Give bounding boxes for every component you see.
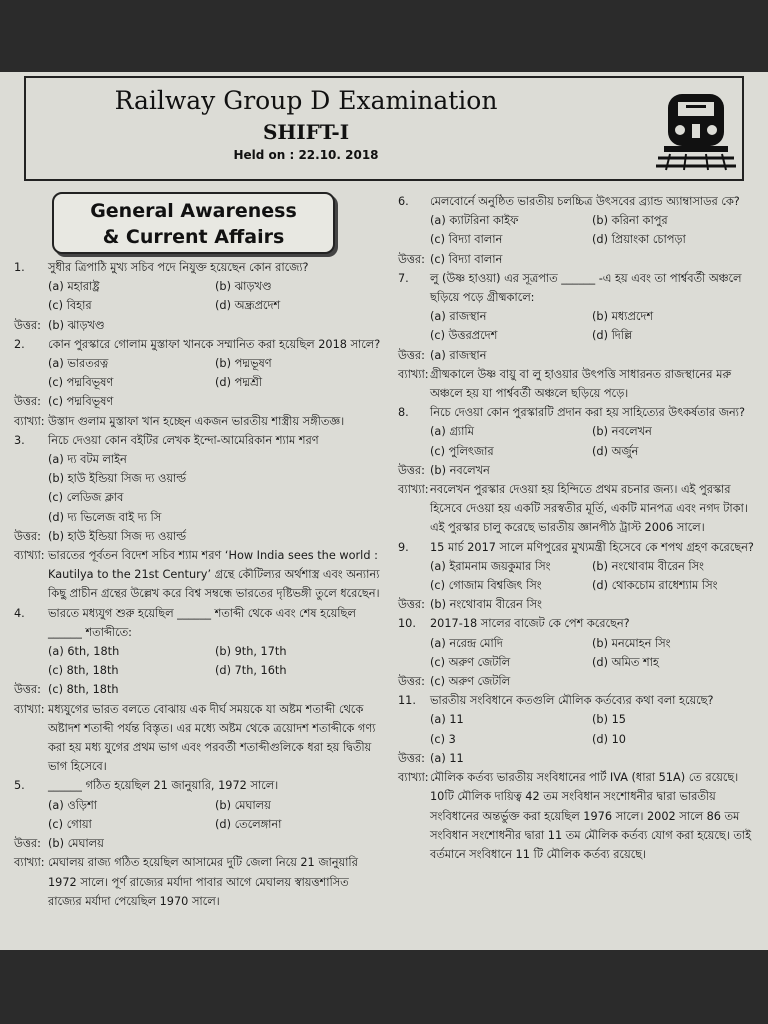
option-c: (c) 8th, 18th (48, 664, 119, 678)
question-text: সুধীর ত্রিপাঠি মুখ্য সচিব পদে নিযুক্ত হয়েছেন কোন রাজ্যে? (48, 261, 309, 274)
answer-label: উত্তর: (398, 751, 425, 765)
option-b: (b) মেঘালয় (215, 798, 271, 812)
explanation-label: ব্যাখ্যা: (398, 771, 429, 785)
option-d: (d) অমিত শাহ (592, 655, 659, 669)
option-a: (a) দ্য বটম লাইন (48, 453, 127, 467)
answer-label: উত্তর: (398, 252, 425, 266)
question-text: 15 মার্চ 2017 সালে মণিপুরের মুখ্যমন্ত্রী হিসেবে কে শপথ গ্রহণ করেছেন? (430, 540, 754, 554)
option-c: (c) পুলিৎজার (430, 444, 494, 458)
answer (398, 250, 754, 269)
explanation-text: মেঘালয় রাজ্য গঠিত হয়েছিল আসামের দুটি জেলা নিয়ে 21 জানুয়ারি 1972 সালে। পূর্ণ রাজ্যের মর্যাদা পাবার আগে মেঘালয় স্বায়ত্তশাসিত রাজ্যের মর্যাদা পেয়েছিল 1970 সালে। (48, 856, 358, 908)
answer (398, 346, 754, 365)
explanation-label: ব্যাখ্যা: (398, 367, 429, 381)
option-c: (c) লেডিজ ক্লাব (48, 491, 124, 505)
section-title-box (52, 192, 335, 254)
answer (398, 461, 754, 480)
answer-label: উত্তর: (14, 395, 41, 409)
question-number: 3. (14, 433, 25, 447)
explanation-text: নবলেখন পুরস্কার দেওয়া হয় হিন্দিতে প্রথম রচনার জন্য। এই পুরস্কার হিসেবে দেওয়া হয় একটি সরস্বতীর মূর্তি, একটি মানপত্র এবং নগদ টাকা। এই পুরস্কার চালু করেছে ভারতীয় জ্ঞানপীঠ ট্রাস্ট 2006 সালে। (430, 483, 748, 535)
option-a: (a) 6th, 18th (48, 645, 120, 659)
explanation-label: ব্যাখ্যা: (398, 483, 429, 497)
explanation-text: মধ্যযুগের ভারত বলতে বোঝায় এক দীর্ঘ সময়কে যা অষ্টম শতাব্দী থেকে অষ্টাদশ শতাব্দী পর্যন্ত বিস্তৃত। এর মধ্যে অষ্টম থেকে ত্রয়োদশ শতাব্দীকে গণ্য করা হয় মধ্য যুগের প্রথম ভাগ এবং পরবর্তী শতাব্দীগুলিকে ধরা হয় দ্বিতীয় ভাগ হিসেবে। (48, 702, 376, 774)
options (14, 450, 382, 527)
option-b: (b) ঝাড়খণ্ড (215, 280, 272, 294)
options (398, 710, 754, 748)
answer-label: উত্তর: (398, 675, 425, 689)
document-page (0, 72, 768, 950)
answer-text: (b) নবলেখন (430, 463, 490, 477)
explanation (398, 480, 754, 538)
answer-text: (b) হাউ ইন্ডিয়া সিজ দ্য ওয়ার্ল্ড (48, 529, 186, 543)
option-a: (a) ভারতরত্ন (48, 357, 109, 371)
question-number: 8. (398, 406, 409, 420)
explanation-label: ব্যাখ্যা: (14, 414, 45, 428)
option-d: (d) অন্ধ্রপ্রদেশ (215, 299, 281, 313)
answer (14, 392, 382, 411)
options (14, 354, 382, 392)
question-number: 4. (14, 606, 25, 620)
option-c: (c) পদ্মবিভূষণ (48, 376, 114, 390)
question-number: 10. (398, 617, 416, 631)
question-9 (398, 538, 754, 557)
option-a: (a) মহারাষ্ট্র (48, 280, 100, 294)
option-c: (c) উত্তরপ্রদেশ (430, 329, 498, 343)
answer-text: (c) অরুণ জেটলি (430, 675, 510, 689)
answer-text: (a) 11 (430, 751, 464, 765)
question-5 (14, 776, 382, 795)
question-1 (14, 258, 382, 277)
answer-label: উত্তর: (398, 598, 425, 612)
question-text: মেলবোর্নে অনুষ্ঠিত ভারতীয় চলচ্চিত্র উৎসবের ব্র্যান্ড অ্যাম্বাসাডর কে? (430, 195, 740, 208)
option-b: (b) নংথোবাম বীরেন সিং (592, 559, 704, 573)
answer-label: উত্তর: (14, 837, 41, 851)
question-text: লু (উষ্ণ হাওয়া) এর সূত্রপাত ______ -এ হয় এবং তা পার্শ্ববর্তী অঞ্চলে ছড়িয়ে পড়ে গ্রীষ্মকালে: (430, 271, 742, 305)
answer-text: (b) মেঘালয় (48, 837, 104, 851)
options (14, 796, 382, 834)
left-column (14, 258, 382, 911)
option-b: (b) হাউ ইন্ডিয়া সিজ দ্য ওয়ার্ল্ড (48, 472, 186, 486)
option-d: (d) 10 (592, 732, 626, 746)
question-4 (14, 604, 382, 642)
option-c: (c) 3 (430, 732, 456, 746)
explanation (14, 412, 382, 431)
option-d: (d) পদ্মশ্রী (215, 376, 262, 390)
question-10 (398, 614, 754, 633)
question-text: 2017-18 সালের বাজেট কে পেশ করেছেন? (430, 617, 630, 631)
answer-text: (c) পদ্মবিভূষণ (48, 395, 114, 409)
option-c: (c) গোজাম বিশ্বজিৎ সিং (430, 579, 542, 593)
explanation-label: ব্যাখ্যা: (14, 549, 45, 563)
answer (398, 749, 754, 768)
question-6 (398, 192, 754, 211)
explanation (14, 700, 382, 777)
option-a: (a) ক্যাটরিনা কাইফ (430, 214, 519, 228)
question-number: 7. (398, 271, 409, 285)
options (398, 557, 754, 595)
option-a: (a) 11 (430, 713, 464, 727)
options (14, 277, 382, 315)
option-a: (a) ওড়িশা (48, 798, 97, 812)
option-b: (b) করিনা কাপুর (592, 214, 668, 228)
answer (14, 680, 382, 699)
explanation-label: ব্যাখ্যা: (14, 702, 45, 716)
answer-text: (b) ঝাড়খণ্ড (48, 318, 105, 332)
explanation-text: গ্রীষ্মকালে উষ্ণ বায়ু বা লু হাওয়ার উৎপত্তি সাধারনত রাজস্থানের মরু অঞ্চলে হয় যা পার্শ্ববর্তী অঞ্চলে ছড়িয়ে পড়ে। (430, 367, 732, 401)
question-number: 9. (398, 540, 409, 554)
question-number: 6. (398, 195, 409, 208)
option-b: (b) 9th, 17th (215, 645, 287, 659)
options (398, 211, 754, 249)
option-b: (b) মধ্যপ্রদেশ (592, 310, 654, 324)
option-b: (b) 15 (592, 713, 626, 727)
explanation-text: মৌলিক কর্তব্য ভারতীয় সংবিধানের পার্ট IVA (ধারা 51A) তে রয়েছে। 10টি মৌলিক দায়িত্ব 42 তম সংবিধান সংশোধনীর দ্বারা ভারতীয় সংবিধানের অন্তর্ভুক্ত করা হয়েছিল 1976 সালে। 2002 সালে 86 তম সংবিধান সংশোধনীর দ্বারা 11 তম মৌলিক কর্তব্য যোগ করা হয়েছে। তাই বর্তমানে সংবিধানে 11 টি মৌলিক কর্তব্য রয়েছে। (430, 771, 751, 861)
option-d: (d) 7th, 16th (215, 664, 287, 678)
answer-text: (b) নংথোবাম বীরেন সিং (430, 598, 542, 612)
question-text: ______ গঠিত হয়েছিল 21 জানুয়ারি, 1972 সালে। (48, 779, 279, 793)
options (398, 634, 754, 672)
option-b: (b) পদ্মভূষণ (215, 357, 272, 371)
explanation-text: উস্তাদ গুলাম মুস্তাফা খান হচ্ছেন একজন ভারতীয় শাস্ত্রীয় সঙ্গীতজ্ঞ। (48, 414, 345, 428)
answer (398, 595, 754, 614)
option-d: (d) দ্য ভিলেজ বাই দ্য সি (48, 510, 162, 524)
held-on-date: Held on : 22.10. 2018 (233, 148, 379, 162)
answer-label: উত্তর: (14, 529, 41, 543)
explanation (398, 768, 754, 864)
option-d: (d) অর্জুন (592, 444, 639, 458)
option-b: (b) মনমোহন সিং (592, 636, 671, 650)
exam-title: Railway Group D Examination (114, 86, 498, 115)
option-d: (d) প্রিয়াংকা চোপড়া (592, 233, 686, 247)
question-number: 1. (14, 261, 25, 274)
option-a: (a) নরেন্দ্র মোদি (430, 636, 503, 650)
options (398, 422, 754, 460)
question-number: 11. (398, 694, 416, 708)
exam-header (24, 76, 744, 181)
option-c: (c) অরুণ জেটলি (430, 655, 510, 669)
option-c: (c) বিহার (48, 299, 92, 313)
question-number: 5. (14, 779, 25, 793)
explanation (14, 546, 382, 604)
options (14, 642, 382, 680)
answer-label: উত্তর: (398, 463, 425, 477)
answer-label: উত্তর: (14, 318, 41, 332)
question-text: ভারতে মধ্যযুগ শুরু হয়েছিল ______ শতাব্দী থেকে এবং শেষ হয়েছিল ______ শতাব্দীতে: (48, 606, 356, 639)
section-title-line1: General Awareness (90, 200, 297, 222)
option-d: (d) তেলেঙ্গানা (215, 817, 282, 831)
answer-text: (c) 8th, 18th (48, 683, 119, 697)
question-11 (398, 691, 754, 710)
answer-text: (a) রাজস্থান (430, 348, 487, 362)
option-d: (d) দিল্লি (592, 329, 633, 343)
section-title-line2: & Current Affairs (102, 226, 285, 248)
answer-label: উত্তর: (14, 683, 41, 697)
explanation-label: ব্যাখ্যা: (14, 856, 45, 870)
question-text: কোন পুরস্কারে গোলাম মুস্তাফা খানকে সম্মানিত করা হয়েছিল 2018 সালে? (48, 337, 381, 351)
explanation (398, 365, 754, 403)
option-b: (b) নবলেখন (592, 425, 652, 439)
option-a: (a) গ্র্যামি (430, 425, 474, 439)
option-a: (a) রাজস্থান (430, 310, 487, 324)
explanation-text: ভারতের পূর্বতন বিদেশ সচিব শ্যাম শরণ ‘How India sees the world : Kautilya to the 21st Century’ গ্রন্থে কৌটিল্যর অর্থশাস্ত্র এবং অন্যান্য কিছু প্রাচীন গ্রন্থের উল্লেখ করে বিশ্ব সম্বন্ধে ভারতের দৃষ্টিভঙ্গী তুলে ধরেছেন। (48, 549, 380, 601)
answer (14, 527, 382, 546)
question-7 (398, 269, 754, 307)
question-3 (14, 431, 382, 450)
train-icon (656, 90, 736, 172)
question-text: ভারতীয় সংবিধানে কতগুলি মৌলিক কর্তব্যের কথা বলা হয়েছে? (430, 694, 714, 708)
explanation (14, 853, 382, 911)
answer-label: উত্তর: (398, 348, 425, 362)
option-d: (d) থোকচোম রাধেশ্যাম সিং (592, 579, 718, 593)
right-column (398, 192, 754, 864)
question-8 (398, 403, 754, 422)
options (398, 307, 754, 345)
question-number: 2. (14, 337, 25, 351)
question-2 (14, 335, 382, 354)
option-c: (c) বিদ্যা বালান (430, 233, 503, 247)
answer-text: (c) বিদ্যা বালান (430, 252, 503, 266)
option-a: (a) ইরামনাম জয়কুমার সিং (430, 559, 551, 573)
answer (14, 316, 382, 335)
shift-label: SHIFT-I (262, 120, 350, 144)
answer (398, 672, 754, 691)
question-text: নিচে দেওয়া কোন বইটির লেখক ইন্দো-আমেরিকান শ্যাম শরণ (48, 433, 319, 447)
option-c: (c) গোয়া (48, 817, 92, 831)
answer (14, 834, 382, 853)
question-text: নিচে দেওয়া কোন পুরস্কারটি প্রদান করা হয় সাহিত্যের উৎকর্ষতার জন্য? (430, 406, 745, 420)
